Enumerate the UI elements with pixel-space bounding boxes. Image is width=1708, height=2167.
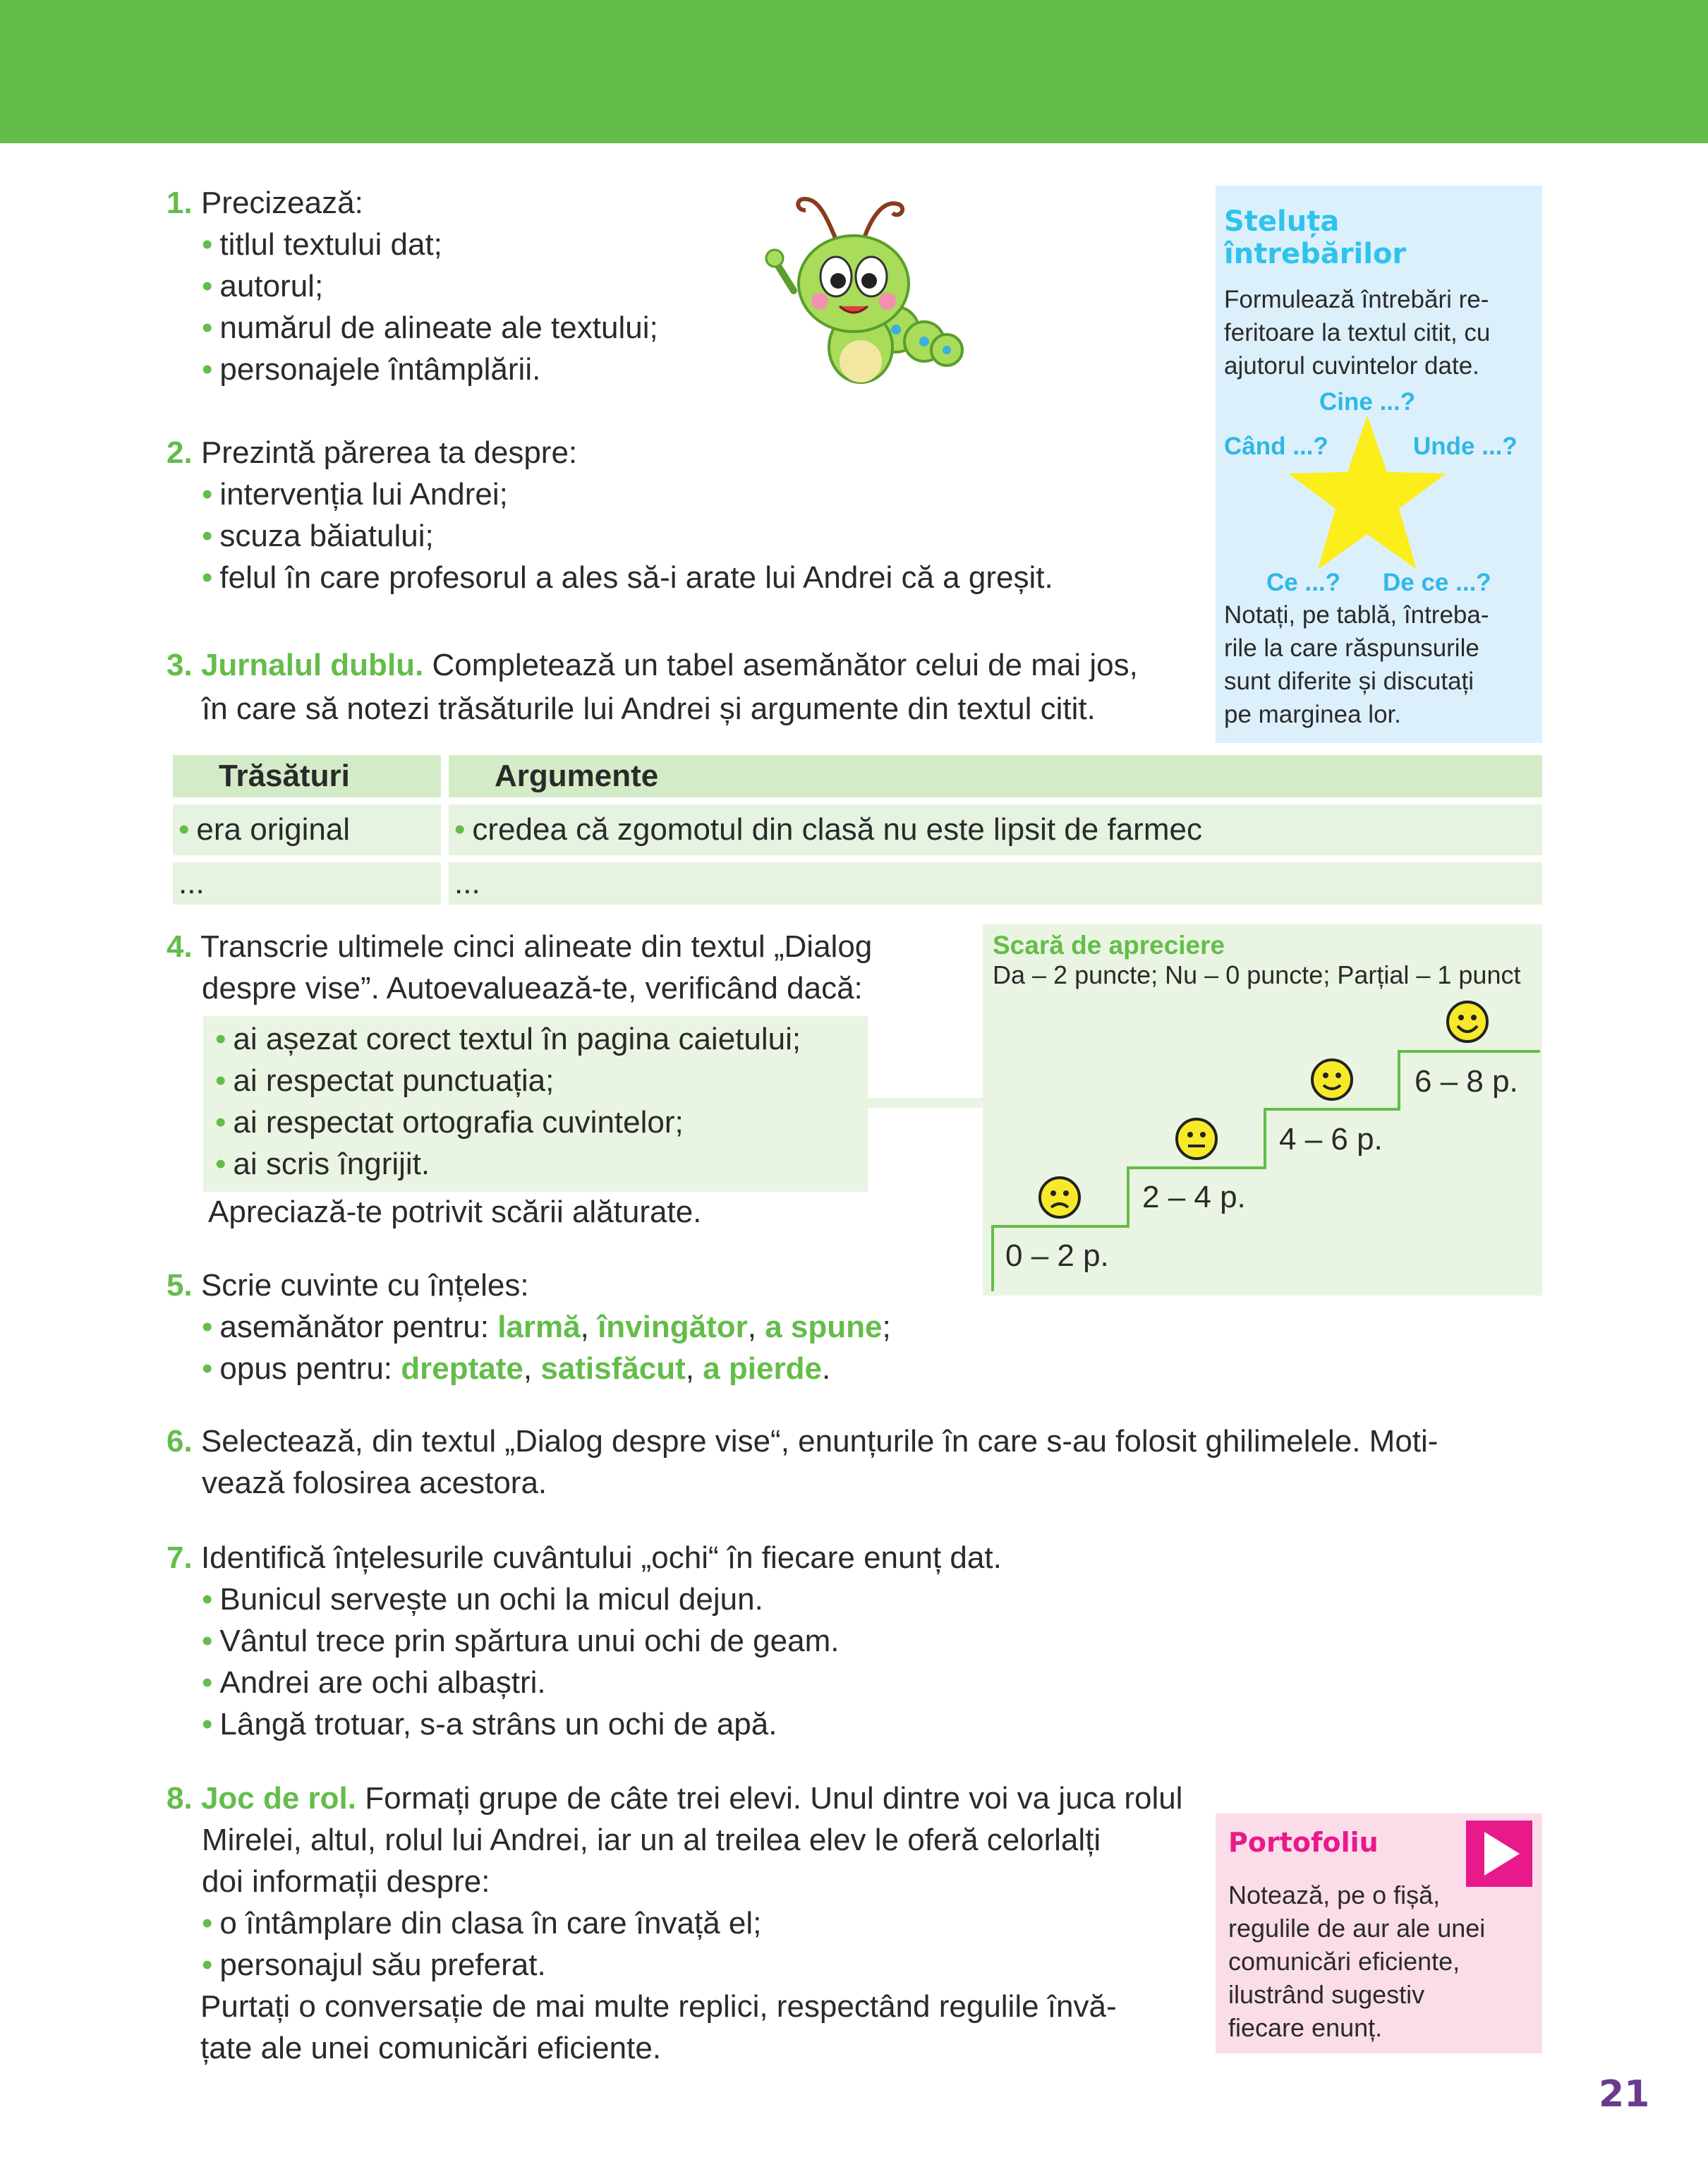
exercise-1 bbox=[166, 182, 658, 390]
page-number: 21 bbox=[1599, 2073, 1650, 2115]
box-title: Portofoliu bbox=[1228, 1827, 1379, 1858]
sad-face-icon bbox=[1037, 1175, 1082, 1220]
table-cell: ... bbox=[449, 862, 1542, 905]
exercise-text: Completează un tabel asemănător celui de mai jos, bbox=[432, 648, 1138, 682]
happy-face-icon bbox=[1445, 999, 1490, 1044]
exercise-number: 4. bbox=[166, 929, 193, 964]
table-cell: ... bbox=[173, 862, 441, 905]
exercise-text: vează folosirea acestora. bbox=[202, 1466, 547, 1500]
step-label: 2 – 4 p. bbox=[1142, 1180, 1246, 1214]
box-intro: Formulează întrebări re- feritoare la textul citit, cu ajutorul cuvintelor date. bbox=[1224, 286, 1491, 380]
exercise-text: Formați grupe de câte trei elevi. Unul dintre voi va juca rolul bbox=[365, 1781, 1183, 1816]
box-outro: Notați, pe tablă, întreba- rile la care răspunsurile sunt diferite și discutați pe marginea lor. bbox=[1224, 601, 1489, 728]
exercise-title: Jurnalul dublu. bbox=[200, 648, 424, 682]
play-icon bbox=[1466, 1821, 1532, 1887]
list-item: • ai respectat punctuația; bbox=[215, 1060, 801, 1101]
box-text: Notează, pe o fișă, regulile de aur ale unei comunicări eficiente, ilustrând sugestiv fiecare enunț. bbox=[1228, 1881, 1486, 2042]
table-cell: • credea că zgomotul din clasă nu este lipsit de farmec bbox=[449, 804, 1542, 855]
exercise-number: 1. bbox=[166, 186, 193, 220]
exercise-7 bbox=[166, 1537, 1002, 1745]
box-title: Steluța întrebărilor bbox=[1224, 205, 1407, 270]
list-item: • o întâmplare din clasa în care învață el; bbox=[202, 1902, 1182, 1944]
list-item: • Andrei are ochi albaștri. bbox=[202, 1662, 1002, 1703]
table-cell: • era original bbox=[173, 804, 441, 855]
exercise-number: 7. bbox=[166, 1540, 193, 1575]
step-label: 0 – 2 p. bbox=[1005, 1238, 1109, 1273]
list-item: • numărul de alineate ale textului; bbox=[202, 307, 658, 349]
smile-face-icon bbox=[1309, 1057, 1355, 1102]
exercise-text: Transcrie ultimele cinci alineate din textul „Dialog bbox=[200, 929, 873, 964]
list-item: • opus pentru: dreptate, satisfăcut, a pierde. bbox=[202, 1348, 891, 1389]
exercise-number: 5. bbox=[166, 1268, 193, 1303]
question-star-box bbox=[1216, 186, 1542, 743]
exercise-5 bbox=[166, 1264, 891, 1389]
rating-scale bbox=[983, 924, 1542, 1296]
exercise-text: despre vise”. Autoevaluează-te, verificând dacă: bbox=[202, 971, 863, 1006]
list-item: • Lângă trotuar, s-a strâns un ochi de apă. bbox=[202, 1703, 1002, 1745]
list-item: • asemănător pentru: larmă, învingător, a spune; bbox=[202, 1306, 891, 1348]
exercise-3 bbox=[166, 644, 1138, 731]
exercise-number: 6. bbox=[166, 1424, 193, 1459]
connector bbox=[868, 1098, 983, 1108]
exercise-text: în care să notezi trăsăturile lui Andrei și argumente din textul citit. bbox=[202, 692, 1096, 726]
exercise-6 bbox=[166, 1420, 1438, 1504]
exercise-text: Scrie cuvinte cu înțeles: bbox=[200, 1268, 529, 1303]
portfolio-box bbox=[1216, 1813, 1542, 2053]
exercise-text: Identifică înțelesurile cuvântului „ochi“ în fiecare enunț dat. bbox=[200, 1540, 1002, 1575]
list-item: • personajul său preferat. bbox=[202, 1944, 1182, 1986]
exercise-4 bbox=[166, 926, 872, 1009]
exercise-number: 2. bbox=[166, 435, 193, 470]
header-band bbox=[0, 0, 1708, 143]
question-word: Unde ...? bbox=[1413, 433, 1518, 460]
exercise-2 bbox=[166, 432, 1053, 598]
question-word: De ce ...? bbox=[1383, 569, 1491, 596]
table-header-traits: Trăsături bbox=[173, 755, 441, 797]
list-item: • ai așezat corect textul în pagina caietului; bbox=[215, 1018, 801, 1060]
question-word: Când ...? bbox=[1224, 433, 1328, 460]
exercise-text: Purtați o conversație de mai multe replici, respectând regulile învă- bbox=[200, 1989, 1117, 2024]
exercise-text: țate ale unei comunicări eficiente. bbox=[200, 2031, 662, 2065]
exercise-text: Selectează, din textul „Dialog despre vise“, enunțurile în care s-au folosit ghilimelele. Moti- bbox=[200, 1424, 1439, 1459]
list-item: • felul în care profesorul a ales să-i arate lui Andrei că a greșit. bbox=[202, 557, 1053, 598]
exercise-8 bbox=[166, 1777, 1182, 2069]
criteria-list bbox=[215, 1018, 801, 1185]
exercise-text: Prezintă părerea ta despre: bbox=[200, 435, 578, 470]
caterpillar-illustration bbox=[755, 185, 967, 397]
list-item: • titlul textului dat; bbox=[202, 224, 658, 265]
exercise-text: Mirelei, altul, rolul lui Andrei, iar un al treilea elev le oferă celorlalți bbox=[202, 1823, 1101, 1857]
table-header-arguments: Argumente bbox=[449, 755, 1542, 797]
list-item: • intervenția lui Andrei; bbox=[202, 473, 1053, 515]
exercise-text: doi informații despre: bbox=[202, 1864, 490, 1899]
star-icon bbox=[1284, 413, 1450, 574]
scale-title: Scară de apreciere bbox=[993, 931, 1225, 960]
step-label: 6 – 8 p. bbox=[1415, 1064, 1518, 1099]
step-label: 4 – 6 p. bbox=[1279, 1122, 1383, 1157]
neutral-face-icon bbox=[1174, 1116, 1219, 1161]
list-item: • autorul; bbox=[202, 265, 658, 307]
scale-subtitle: Da – 2 puncte; Nu – 0 puncte; Parțial – 1 punct bbox=[993, 960, 1521, 989]
exercise-text: Apreciază-te potrivit scării alăturate. bbox=[208, 1195, 702, 1229]
exercise-title: Joc de rol. bbox=[200, 1781, 357, 1816]
exercise-number: 3. bbox=[166, 648, 193, 682]
list-item: • scuza băiatului; bbox=[202, 515, 1053, 557]
list-item: • Bunicul servește un ochi la micul dejun. bbox=[202, 1579, 1002, 1620]
list-item: • ai scris îngrijit. bbox=[215, 1143, 801, 1185]
exercise-number: 8. bbox=[166, 1781, 193, 1816]
exercise-text: Precizează: bbox=[200, 186, 363, 220]
list-item: • ai respectat ortografia cuvintelor; bbox=[215, 1101, 801, 1143]
list-item: • personajele întâmplării. bbox=[202, 349, 658, 390]
question-word: Cine ...? bbox=[1319, 388, 1416, 416]
list-item: • Vântul trece prin spărtura unui ochi de geam. bbox=[202, 1620, 1002, 1662]
question-word: Ce ...? bbox=[1266, 569, 1341, 596]
